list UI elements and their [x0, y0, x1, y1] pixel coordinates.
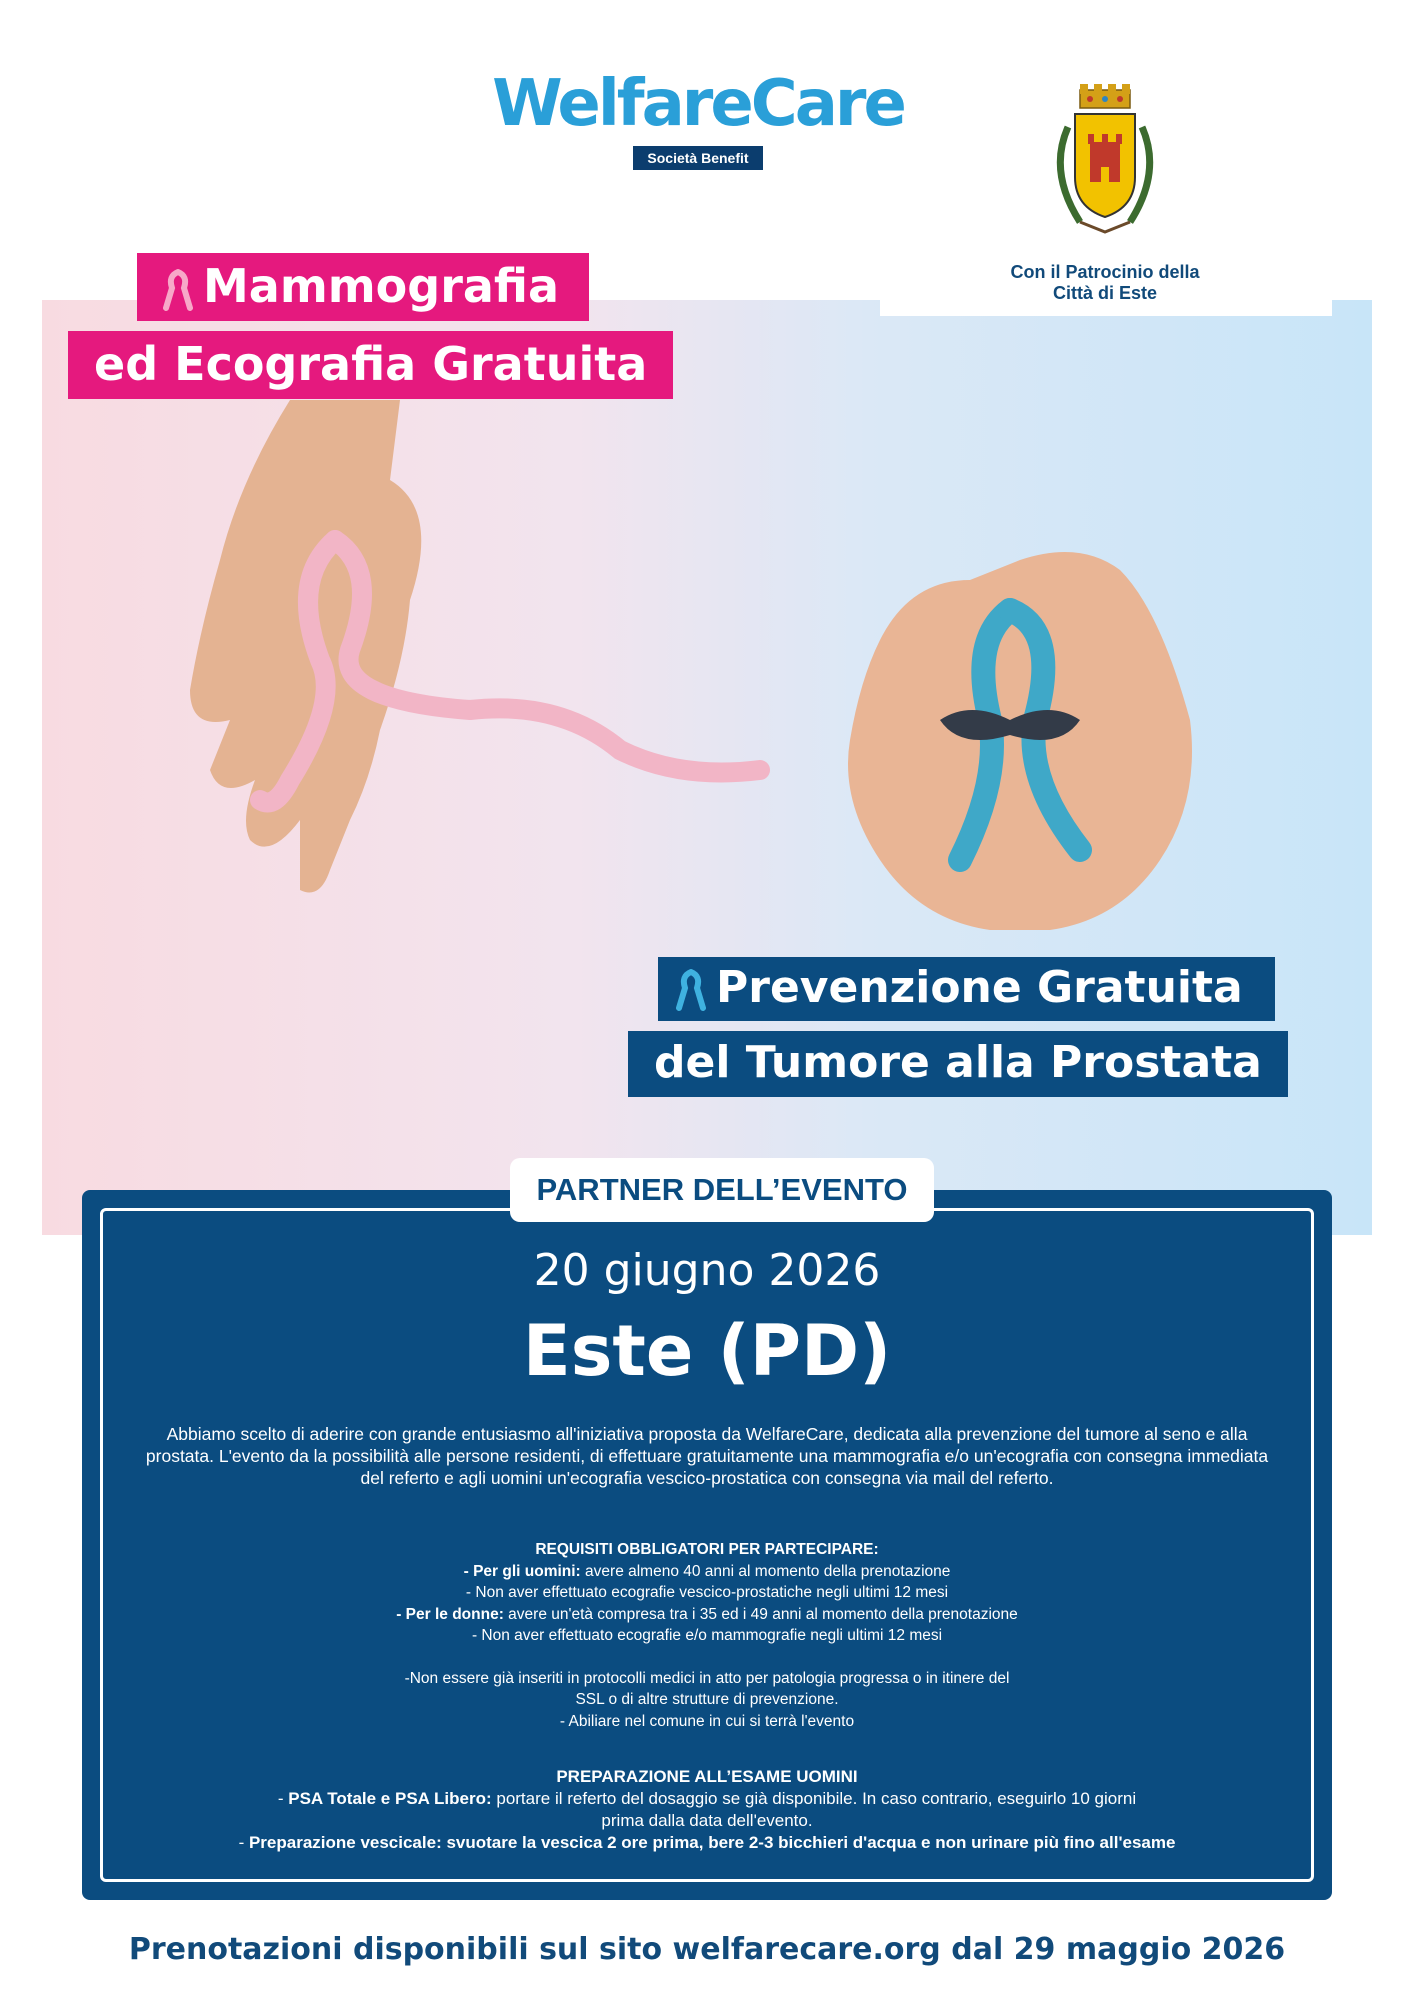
brand-tagline: Società Benefit	[633, 146, 762, 170]
requirements-title: REQUISITI OBBLIGATORI PER PARTECIPARE:	[535, 1541, 879, 1558]
headline-women-line1	[137, 253, 589, 321]
requirement-general-1: -Non essere già inseriti in protocolli medici in atto per patologia progressa o in itinere del SSL o di altre strutture di prevenzione.	[404, 1669, 1010, 1708]
patron-line1: Con il Patrocinio della	[1010, 262, 1200, 282]
booking-footer: Prenotazioni disponibili sul sito welfarecare.org dal 29 maggio 2026	[128, 1932, 1286, 1967]
pink-ribbon-icon	[163, 268, 193, 312]
patron-text	[960, 262, 1250, 304]
event-description: Abbiamo scelto di aderire con grande entusiasmo all'iniziativa proposta da WelfareCare, dedicata alla prevenzione del tumore al seno e alla prostata. L'evento da la possibilità alle persone residenti, di effettuare gratuitamente una mammografia e/o un'ecografia con consegna immediata del referto e agli uomini un'ecografia vescico-prostatica con consegna via mail del referto.	[145, 1424, 1269, 1488]
headline-men-line1	[658, 957, 1275, 1021]
preparation-section	[140, 1766, 1274, 1854]
headline-men-line1-text: Prevenzione Gratuita	[716, 962, 1243, 1013]
hands-blue-ribbon-image	[820, 520, 1220, 940]
event-city: Este (PD)	[522, 1310, 892, 1392]
partner-label: PARTNER DELL’EVENTO	[510, 1158, 934, 1222]
patron-line2: Città di Este	[1052, 283, 1158, 303]
brand-logo	[478, 67, 918, 170]
preparation-psa: - PSA Totale e PSA Libero: portare il referto del dosaggio se già disponibile. In caso contrario, eseguirlo 10 giorni prima dalla data dell'evento.	[277, 1789, 1137, 1830]
requirement-women-extra: - Non aver effettuato ecografie e/o mammografie negli ultimi 12 mesi	[471, 1627, 943, 1644]
requirement-general-2: - Abiliare nel comune in cui si terrà l'evento	[559, 1712, 855, 1730]
preparation-bladder: - Preparazione vescicale: svuotare la vescica 2 ore prima, bere 2-3 bicchieri d'acqua e non urinare più fino all'esame	[238, 1833, 1176, 1852]
requirement-women: - Per le donne: avere un'età compresa tra i 35 ed i 49 anni al momento della prenotazione	[396, 1605, 1018, 1623]
preparation-title: PREPARAZIONE ALL’ESAME UOMINI	[556, 1767, 858, 1786]
event-date: 20 giugno 2026	[533, 1245, 881, 1296]
requirement-men: - Per gli uomini: avere almeno 40 anni al momento della prenotazione	[463, 1562, 951, 1580]
headline-women-line1-text: Mammografia	[203, 259, 560, 313]
headline-women-line2: ed Ecografia Gratuita	[68, 331, 673, 399]
city-crest-icon	[1040, 82, 1170, 252]
hand-pink-ribbon-image	[140, 400, 780, 920]
headline-men-line2: del Tumore alla Prostata	[628, 1031, 1288, 1097]
requirement-men-extra: - Non aver effettuato ecografie vescico-prostatiche negli ultimi 12 mesi	[465, 1584, 949, 1601]
requirements-section	[140, 1539, 1274, 1732]
blue-ribbon-icon	[676, 968, 706, 1012]
brand-name: WelfareCare	[492, 67, 904, 141]
